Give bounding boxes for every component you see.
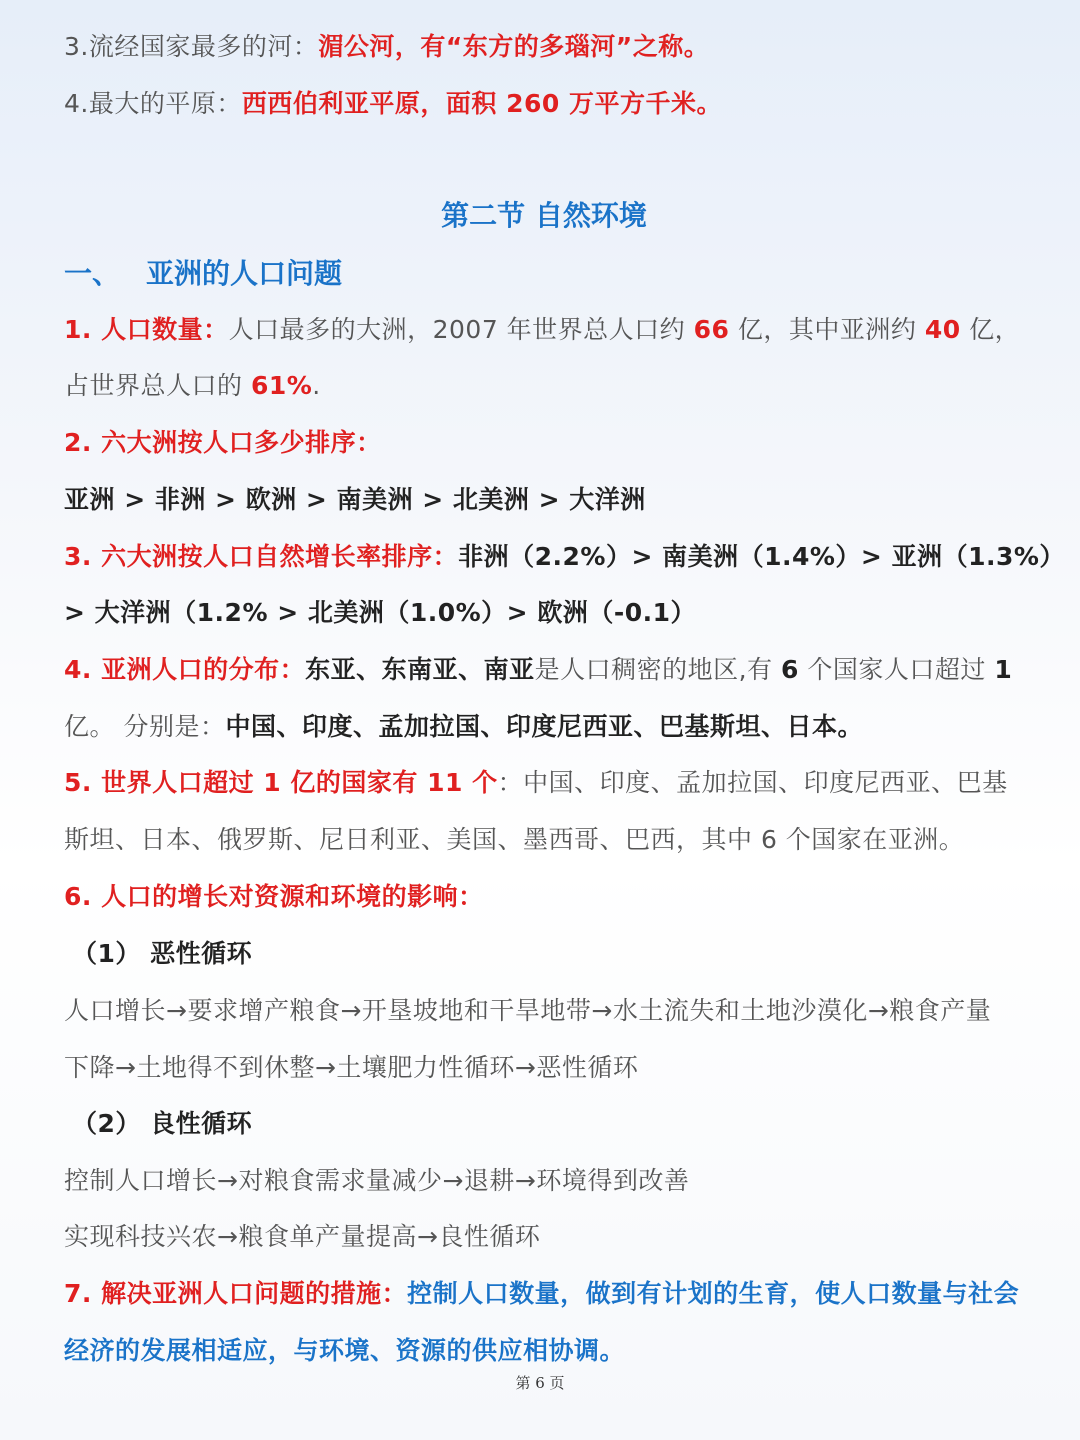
paragraph-1-line-1: 1. 人口数量：人口最多的大洲，2007 年世界总人口约 66 亿，其中亚洲约 40 亿， [64,315,1021,344]
vicious-cycle-line-2: 下降→土地得不到休整→土壤肥力性循环→恶性循环 [64,1053,639,1082]
paragraph-7-line-1: 7. 解决亚洲人口问题的措施：控制人口数量，做到有计划的生育，使人口数量与社会 [64,1279,1020,1308]
paragraph-7-line-2: 经济的发展相适应，与环境、资源的供应相协调。 [64,1336,626,1365]
paragraph-4-line-1: 4. 亚洲人口的分布：东亚、东南亚、南亚是人口稠密的地区,有 6 个国家人口超过 1 [64,655,1013,684]
virtuous-cycle-line-1: 控制人口增长→对粮食需求量减少→退耕→环境得到改善 [64,1166,690,1195]
virtuous-cycle-line-2: 实现科技兴农→粮食单产量提高→良性循环 [64,1222,541,1251]
paragraph-3-line-1: 3. 六大洲按人口自然增长率排序：非洲（2.2%）> 南美洲（1.4%）> 亚洲（1.3%） [64,542,1065,571]
subheading-virtuous-cycle: （2） 良性循环 [72,1109,253,1138]
paragraph-1-line-2: 占世界总人口的 61%. [64,371,321,400]
item-4: 4.最大的平原：西西伯利亚平原，面积 260 万平方千米。 [64,89,722,118]
paragraph-5-line-1: 5. 世界人口超过 1 亿的国家有 11 个：中国、印度、孟加拉国、印度尼西亚、巴基 [64,768,1008,797]
paragraph-3-line-2: > 大洋洲（1.2% > 北美洲（1.0%）> 欧洲（-0.1） [64,598,696,627]
section-title: 第二节 自然环境 [441,199,647,232]
paragraph-2-order: 亚洲 > 非洲 > 欧洲 > 南美洲 > 北美洲 > 大洋洲 [64,485,646,514]
paragraph-2-label: 2. 六大洲按人口多少排序： [64,428,382,457]
paragraph-4-line-2: 亿。 分别是：中国、印度、孟加拉国、印度尼西亚、巴基斯坦、日本。 [64,712,863,741]
item-3: 3.流经国家最多的河：湄公河，有“东方的多瑙河”之称。 [64,32,710,61]
vicious-cycle-line-1: 人口增长→要求增产粮食→开垦坡地和干旱地带→水土流失和土地沙漠化→粮食产量 [64,996,992,1025]
heading-1: 一、 亚洲的人口问题 [64,257,343,290]
page-number: 第 6 页 [515,1374,565,1392]
subheading-vicious-cycle: （1） 恶性循环 [72,939,253,968]
paragraph-5-line-2: 斯坦、日本、俄罗斯、尼日利亚、美国、墨西哥、巴西，其中 6 个国家在亚洲。 [64,825,965,854]
paragraph-6-label: 6. 人口的增长对资源和环境的影响： [64,882,484,911]
